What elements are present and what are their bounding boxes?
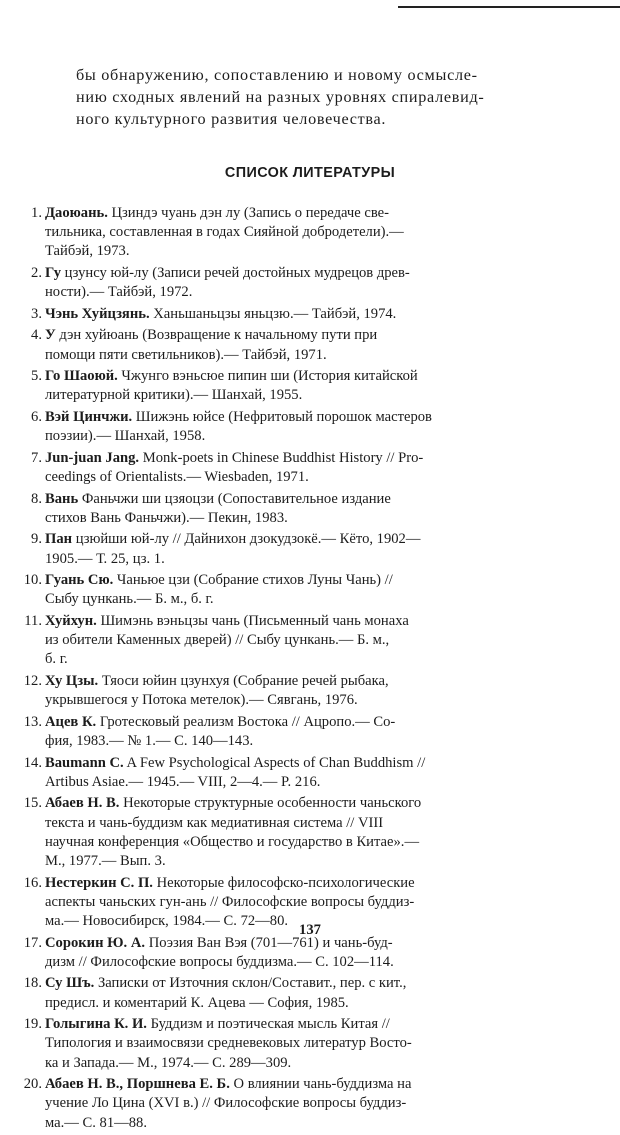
reference-line: ма.— С. 81—88. [45, 1114, 147, 1131]
reference-line: ности).— Тайбэй, 1972. [45, 284, 193, 301]
reference-author: Jun-juan Jang. [45, 449, 140, 466]
reference-number: 15. [23, 795, 42, 812]
reference-text [45, 1075, 498, 1133]
reference-line-text: Записки от Източния склон/Составит., пер. с кит., [94, 975, 407, 992]
reference-text [45, 204, 498, 262]
reference-line: стихов Вань Фаньчжи).— Пекин, 1983. [45, 509, 288, 526]
reference-item [8, 612, 498, 670]
reference-item [8, 571, 498, 609]
reference-number: 18. [23, 975, 42, 992]
reference-line [45, 367, 498, 386]
reference-line: Тайбэй, 1973. [45, 243, 130, 260]
reference-number: 17. [23, 934, 42, 951]
reference-line [45, 449, 498, 468]
reference-line: укрывшегося у Потока метелок).— Сявгань, 1976. [45, 692, 358, 709]
reference-author: Чэнь Хуйцзянь. [45, 305, 150, 322]
reference-item [8, 713, 498, 751]
reference-list [8, 204, 498, 1135]
reference-text [45, 934, 498, 972]
reference-line [45, 408, 498, 427]
reference-text [45, 449, 498, 487]
reference-line-text: Чжунго вэньсюе пипин ши (История китайской [117, 368, 418, 385]
reference-author: Ацев К. [45, 713, 97, 730]
reference-item [8, 408, 498, 446]
reference-text [45, 305, 498, 324]
reference-author: Вань [45, 490, 79, 507]
reference-line [45, 672, 498, 691]
reference-item [8, 934, 498, 972]
reference-item [8, 204, 498, 262]
reference-line [45, 612, 498, 631]
reference-line-text: Гротесковый реализм Востока // Ацропо.— Со- [96, 713, 396, 730]
reference-item [8, 264, 498, 302]
reference-line: фия, 1983.— № 1.— С. 140—143. [45, 732, 254, 749]
reference-author: Вэй Цинчжи. [45, 408, 133, 425]
reference-line-text: цзюйши юй-лу // Дайнихон дзокудзокё.— Кёто, 1902— [72, 531, 421, 548]
reference-number: 7. [31, 449, 42, 466]
reference-line-text: Некоторые структурные особенности чаньского [119, 795, 422, 812]
reference-line: поэзии).— Шанхай, 1958. [45, 428, 206, 445]
reference-line [45, 204, 498, 223]
reference-number: 2. [31, 265, 42, 281]
reference-line-text: Ханьшаньцзы яньцзю.— Тайбэй, 1974. [149, 305, 397, 322]
reference-line-text: Некоторые философско-психологические [152, 874, 415, 891]
reference-line: помощи пяти светильников).— Тайбэй, 1971. [45, 346, 327, 363]
reference-number: 14. [23, 754, 42, 771]
reference-line-text: Monk-poets in Chinese Buddhist History // Pro- [139, 449, 424, 466]
reference-line [45, 490, 498, 509]
reference-item [8, 530, 498, 568]
reference-author: Гуань Сю. [45, 572, 114, 589]
reference-line: дизм // Философские вопросы буддизма.— С. 102—114. [45, 953, 394, 970]
reference-text [45, 490, 498, 528]
reference-text [45, 713, 498, 751]
intro-line: бы обнаружению, сопоставлению и новому осмысле- [76, 66, 478, 84]
reference-line: литературной критики).— Шанхай, 1955. [45, 387, 303, 404]
reference-line [45, 713, 498, 732]
reference-line-text: цзунсу юй-лу (Записи речей достойных мудрецов древ- [61, 265, 410, 281]
reference-line-text: дэн хуйюань (Возвращение к начальному пути при [55, 327, 378, 344]
reference-line [45, 794, 498, 813]
reference-line: предисл. и коментарий К. Ацева — София, 1985. [45, 994, 349, 1011]
reference-author: Нестеркин С. П. [45, 874, 153, 891]
reference-line: Сыбу цункань.— Б. м., б. г. [45, 591, 214, 608]
reference-line: учение Ло Цина (XVI в.) // Философские вопросы буддиз- [45, 1095, 407, 1112]
section-title: СПИСОК ЛИТЕРАТУРЫ [224, 165, 396, 181]
reference-text [45, 1015, 498, 1073]
reference-line: тильника, составленная в годах Сияйной добродетели).— [45, 224, 404, 241]
reference-number: 13. [23, 713, 42, 730]
reference-author: Абаев Н. В., Поршнева Е. Б. [45, 1076, 230, 1093]
reference-line-text: A Few Psychological Aspects of Chan Buddhism // [123, 754, 426, 771]
reference-line [45, 530, 498, 549]
reference-line: Artibus Asiae.— 1945.— VIII, 2—4.— P. 216. [45, 773, 321, 790]
reference-item [8, 490, 498, 528]
reference-line: 1905.— Т. 25, цз. 1. [45, 550, 165, 567]
reference-line: Типология и взаимосвязи средневековых литератур Восто- [45, 1035, 412, 1052]
reference-line: текста и чань-буддизм как медиативная система // VIII [45, 814, 384, 831]
reference-text [45, 754, 498, 792]
reference-author: Хуйхун. [45, 612, 97, 629]
top-rule [398, 6, 620, 8]
reference-author: Абаев Н. В. [45, 795, 120, 812]
reference-number: 3. [31, 305, 42, 322]
reference-line: аспекты чаньских гун-ань // Философские вопросы буддиз- [45, 893, 415, 910]
reference-text [45, 794, 498, 871]
reference-number: 12. [23, 672, 42, 689]
reference-text [45, 408, 498, 446]
intro-line: нию сходных явлений на разных уровнях спиралевид- [76, 88, 485, 106]
reference-item [8, 794, 498, 871]
reference-line: М., 1977.— Вып. 3. [45, 852, 166, 869]
reference-line [45, 1015, 498, 1034]
reference-text [45, 571, 498, 609]
reference-author: Сорокин Ю. А. [45, 934, 146, 951]
reference-item [8, 974, 498, 1012]
reference-line-text: Чаньюе цзи (Собрание стихов Луны Чань) // [113, 572, 393, 589]
reference-number: 19. [23, 1016, 42, 1033]
reference-text [45, 326, 498, 364]
intro-line: ного культурного развития человечества. [76, 110, 387, 128]
reference-number: 16. [23, 874, 42, 891]
reference-item [8, 305, 498, 324]
reference-item [8, 754, 498, 792]
reference-author: Baumann C. [45, 754, 124, 771]
reference-line [45, 264, 498, 283]
reference-item [8, 1075, 498, 1133]
reference-number: 6. [31, 408, 42, 425]
reference-line [45, 1075, 498, 1094]
reference-text [45, 264, 498, 302]
reference-text [45, 612, 498, 670]
reference-text [45, 974, 498, 1012]
reference-item [8, 672, 498, 710]
reference-author: Пан [45, 531, 73, 548]
reference-line-text: Фаньчжи ши цзяоцзи (Сопоставительное издание [78, 490, 391, 507]
reference-line: ceedings of Orientalists.— Wiesbaden, 1971. [45, 468, 309, 485]
page-number: 137 [299, 922, 321, 938]
intro-paragraph [76, 64, 496, 130]
reference-line-text: О влиянии чань-буддизма на [229, 1076, 412, 1093]
reference-line: научная конференция «Общество и государство в Китае».— [45, 833, 420, 850]
reference-item [8, 449, 498, 487]
reference-line: ка и Запада.— М., 1974.— С. 289—309. [45, 1054, 292, 1071]
reference-author: Го Шаоюй. [45, 368, 118, 385]
reference-number: 8. [31, 490, 42, 507]
reference-number: 4. [31, 327, 42, 344]
reference-line-text: Буддизм и поэтическая мысль Китая // [146, 1016, 390, 1033]
reference-line-text: Тяоси юйин цзунхуя (Собрание речей рыбака, [98, 672, 389, 689]
reference-item [8, 367, 498, 405]
reference-author: Голыгина К. И. [45, 1016, 147, 1033]
reference-line-text: Шижэнь юйсе (Нефритовый порошок мастеров [132, 408, 432, 425]
reference-text [45, 672, 498, 710]
reference-line [45, 571, 498, 590]
reference-author: Даоюань. [45, 205, 108, 221]
reference-author: У [45, 327, 56, 344]
reference-text [45, 530, 498, 568]
reference-line [45, 305, 498, 324]
reference-line [45, 874, 498, 893]
reference-number: 9. [31, 531, 42, 548]
reference-number: 20. [23, 1076, 42, 1093]
reference-author: Гу [45, 265, 62, 281]
reference-line [45, 974, 498, 993]
reference-number: 11. [24, 612, 42, 629]
reference-line-text: Шимэнь вэньцзы чань (Письменный чань монаха [96, 612, 409, 629]
reference-author: Су Шъ. [45, 975, 95, 992]
reference-item [8, 1015, 498, 1073]
reference-text [45, 367, 498, 405]
reference-number: 1. [31, 205, 42, 221]
reference-line: из обители Каменных дверей) // Сыбу цункань.— Б. м., [45, 632, 390, 649]
reference-line-text: Поэзия Ван Вэя (701—761) и чань-буд- [145, 934, 393, 951]
reference-number: 10. [23, 572, 42, 589]
reference-line: б. г. [45, 651, 68, 668]
reference-author: Ху Цзы. [45, 672, 99, 689]
reference-line [45, 754, 498, 773]
reference-number: 5. [31, 368, 42, 385]
reference-line [45, 326, 498, 345]
reference-line-text: Цзиндэ чуань дэн лу (Запись о передаче све- [107, 205, 389, 221]
reference-line: ма.— Новосибирск, 1984.— С. 72—80. [45, 912, 289, 929]
reference-item [8, 326, 498, 364]
